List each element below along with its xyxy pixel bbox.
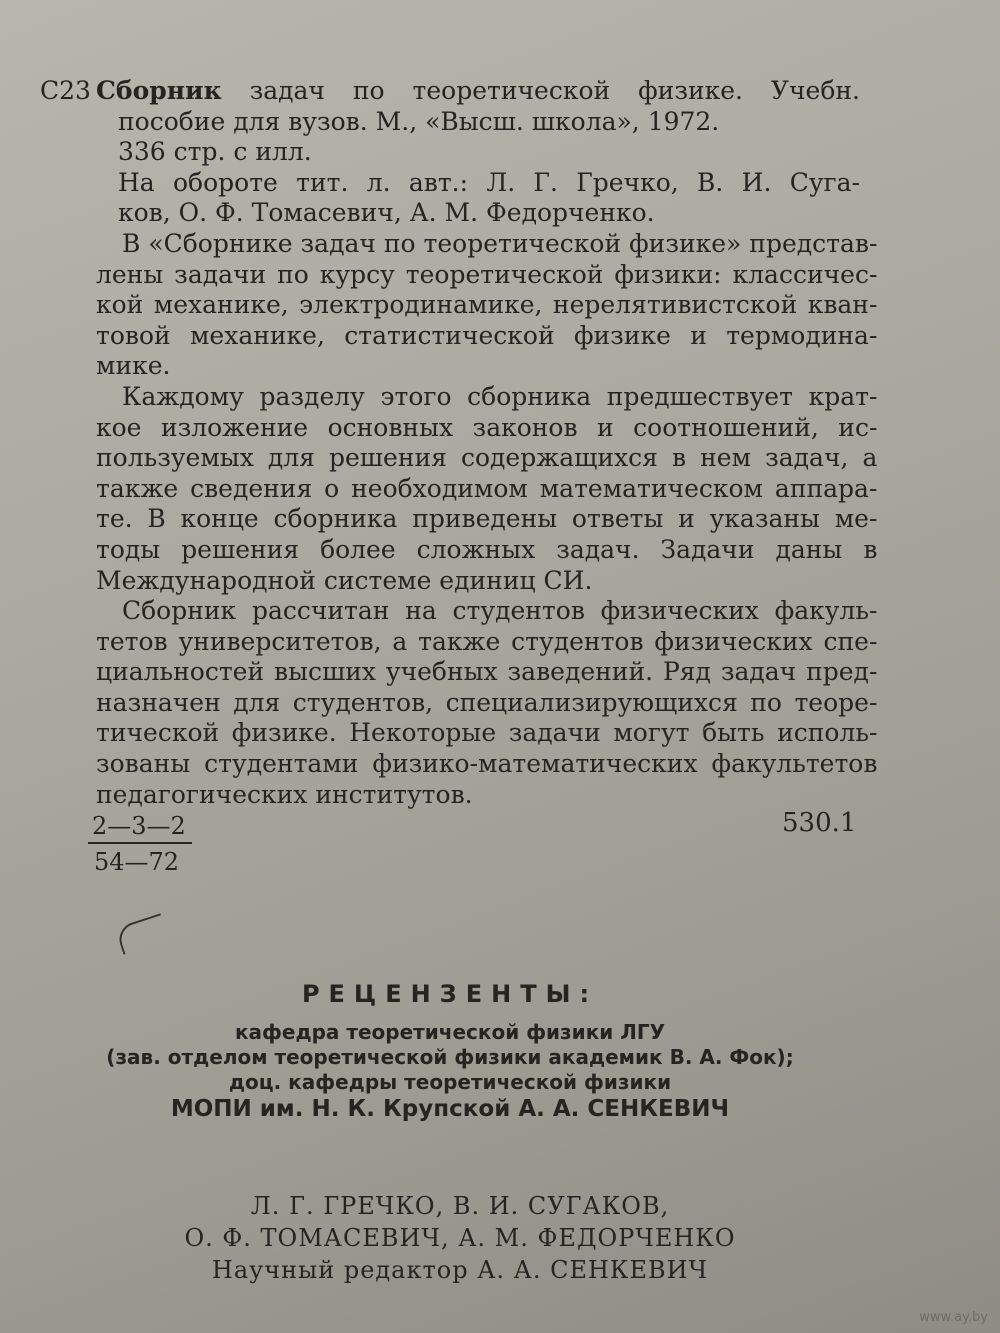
paragraph-line: Каждому разделу этого сборника предшествует крат-: [122, 381, 878, 411]
catalog-line: [96, 76, 860, 107]
paragraph-line: В «Сборнике задач по теоретической физике» представ-: [122, 228, 878, 258]
author-line: Л. Г. ГРЕЧКО, В. И. СУГАКОВ,: [250, 1192, 670, 1220]
reviewers-title: РЕЦЕНЗЕНТЫ:: [301, 980, 599, 1008]
authors-block: [100, 1190, 820, 1286]
reviewer-line: (зав. отделом теоретической физики академик В. А. Фок);: [106, 1045, 794, 1069]
catalog-line: 336 стр. с илл.: [118, 137, 312, 167]
paragraph-line: кой механике, электродинамике, нерелятивистской кван-: [96, 290, 878, 320]
paragraph-line: педагогических институтов.: [96, 779, 473, 809]
index-denominator: 54—72: [94, 848, 180, 876]
publication-index: [88, 812, 192, 876]
udc-code: 530.1: [782, 808, 857, 838]
book-title-word: Сборник: [96, 76, 222, 105]
paragraph-line: лены задачи по курсу теоретической физики: классичес-: [96, 259, 878, 289]
paragraph-line: пользуемых для решения содержащихся в нем задач, а: [96, 443, 878, 473]
reviewer-line: кафедра теоретической физики ЛГУ: [234, 1020, 666, 1044]
reviewers-block: [40, 980, 860, 1123]
catalog-line: пособие для вузов. М., «Высш. школа», 1972.: [118, 106, 720, 136]
paragraph-line: также сведения о необходимом математическом аппара-: [96, 473, 878, 503]
book-title-rest: задач по теоретической физике. Учебн.: [221, 76, 860, 105]
catalog-line: На обороте тит. л. авт.: Л. Г. Гречко, В. И. Суга-: [118, 167, 860, 197]
catalog-line: ков, О. Ф. Томасевич, А. М. Федорченко.: [118, 198, 655, 228]
catalog-card: [40, 76, 878, 810]
reviewer-line: МОПИ им. Н. К. Крупской А. А. СЕНКЕВИЧ: [170, 1096, 730, 1122]
paragraph-line: тоды решения более сложных задач. Задачи даны в: [96, 534, 878, 564]
paragraph-line: Международной системе единиц СИ.: [96, 565, 593, 595]
paragraph-line: Сборник рассчитан на студентов физических факуль-: [122, 596, 878, 626]
paragraph-line: тетов университетов, а также студентов физических спе-: [96, 626, 878, 656]
site-watermark: www.ay.by: [919, 1310, 988, 1325]
paragraph-line: кое изложение основных законов и соотношений, ис-: [96, 412, 878, 442]
index-numerator: 2—3—2: [88, 812, 192, 844]
reviewer-line: доц. кафедры теоретической физики: [228, 1070, 672, 1094]
pencil-mark: [115, 913, 169, 954]
annotation-text: [96, 229, 877, 810]
paragraph-line: назначен для студентов, специализирующихся по теоре-: [96, 687, 878, 717]
catalog-code: С23: [40, 76, 91, 105]
catalog-entry: [96, 76, 860, 229]
paragraph-line: мике.: [96, 351, 171, 381]
author-line: О. Ф. ТОМАСЕВИЧ, А. М. ФЕДОРЧЕНКО: [184, 1224, 736, 1252]
paragraph-line: циальностей высших учебных заведений. Ряд задач пред-: [96, 657, 878, 687]
paragraph-line: те. В конце сборника приведены ответы и указаны ме-: [96, 504, 878, 534]
paragraph-line: зованы студентами физико-математических факультетов: [96, 749, 878, 779]
paragraph-line: товой механике, статистической физике и термодина-: [96, 320, 878, 350]
editor-line: Научный редактор А. А. СЕНКЕВИЧ: [211, 1256, 709, 1284]
paragraph-line: тической физике. Некоторые задачи могут быть исполь-: [96, 718, 878, 748]
